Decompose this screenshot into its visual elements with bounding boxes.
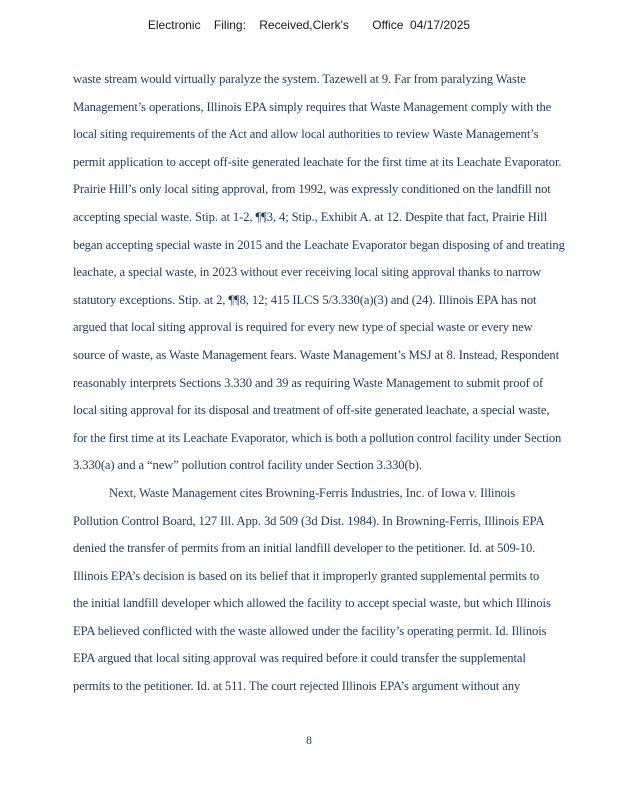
page-number: 8	[306, 733, 312, 747]
body-line: Illinois EPA’s decision is based on its belief that it improperly granted supplemental permits to	[73, 568, 540, 583]
body-line: argued that local siting approval is required for every new type of special waste or every new	[73, 320, 533, 335]
body-line: 3.330(a) and a “new” pollution control facility under Section 3.330(b).	[73, 458, 422, 473]
body-line: Next, Waste Management cites Browning-Ferris Industries, Inc. of Iowa v. Illinois	[109, 485, 516, 500]
body-line: local siting requirements of the Act and allow local authorities to review Waste Management’s	[73, 127, 539, 142]
body-line: denied the transfer of permits from an initial landfill developer to the petitioner. Id. at 509-10.	[73, 541, 536, 556]
body-line: accepting special waste. Stip. at 1-2, ¶¶3, 4; Stip., Exhibit A. at 12. Despite that fact, Prairie Hill	[73, 209, 547, 224]
body-line: Pollution Control Board, 127 Ill. App. 3d 509 (3d Dist. 1984). In Browning-Ferris, Illinois EPA	[73, 513, 545, 528]
body-line: began accepting special waste in 2015 and the Leachate Evaporator began disposing of and treating	[73, 237, 565, 252]
body-line: leachate, a special waste, in 2023 without ever receiving local siting approval thanks to narrow	[73, 265, 542, 280]
body-line: permit application to accept off-site generated leachate for the first time at its Leachate Evaporator.	[73, 154, 562, 169]
body-line: EPA argued that local siting approval was required before it could transfer the supplemental	[73, 651, 526, 666]
body-line: Prairie Hill’s only local siting approval, from 1992, was expressly conditioned on the landfill not	[73, 182, 551, 197]
body-line: reasonably interprets Sections 3.330 and 39 as requiring Waste Management to submit proof of	[73, 375, 544, 390]
body-line: for the first time at its Leachate Evaporator, which is both a pollution control facility under Section	[73, 430, 562, 445]
body-line: source of waste, as Waste Management fears. Waste Management’s MSJ at 8. Instead, Respondent	[73, 347, 559, 362]
body-line: statutory exceptions. Stip. at 2, ¶¶8, 12; 415 ILCS 5/3.330(a)(3) and (24). Illinois EPA has not	[73, 292, 537, 307]
body-line: Management’s operations, Illinois EPA simply requires that Waste Management comply with the	[73, 99, 552, 114]
body-line: the initial landfill developer which allowed the facility to accept special waste, but which Illinois	[73, 596, 551, 611]
document-body	[73, 70, 618, 705]
body-line: waste stream would virtually paralyze the system. Tazewell at 9. Far from paralyzing Waste	[73, 72, 526, 86]
body-line: EPA believed conflicted with the waste allowed under the facility’s operating permit. Id. Illinois	[73, 623, 547, 638]
filing-header: Electronic Filing: Received,Clerk's Office 04/17/2025	[147, 18, 471, 32]
body-line: local siting approval for its disposal and treatment of off-site generated leachate, a special waste,	[73, 403, 550, 418]
body-line: permits to the petitioner. Id. at 511. The court rejected Illinois EPA’s argument without any	[73, 679, 521, 694]
